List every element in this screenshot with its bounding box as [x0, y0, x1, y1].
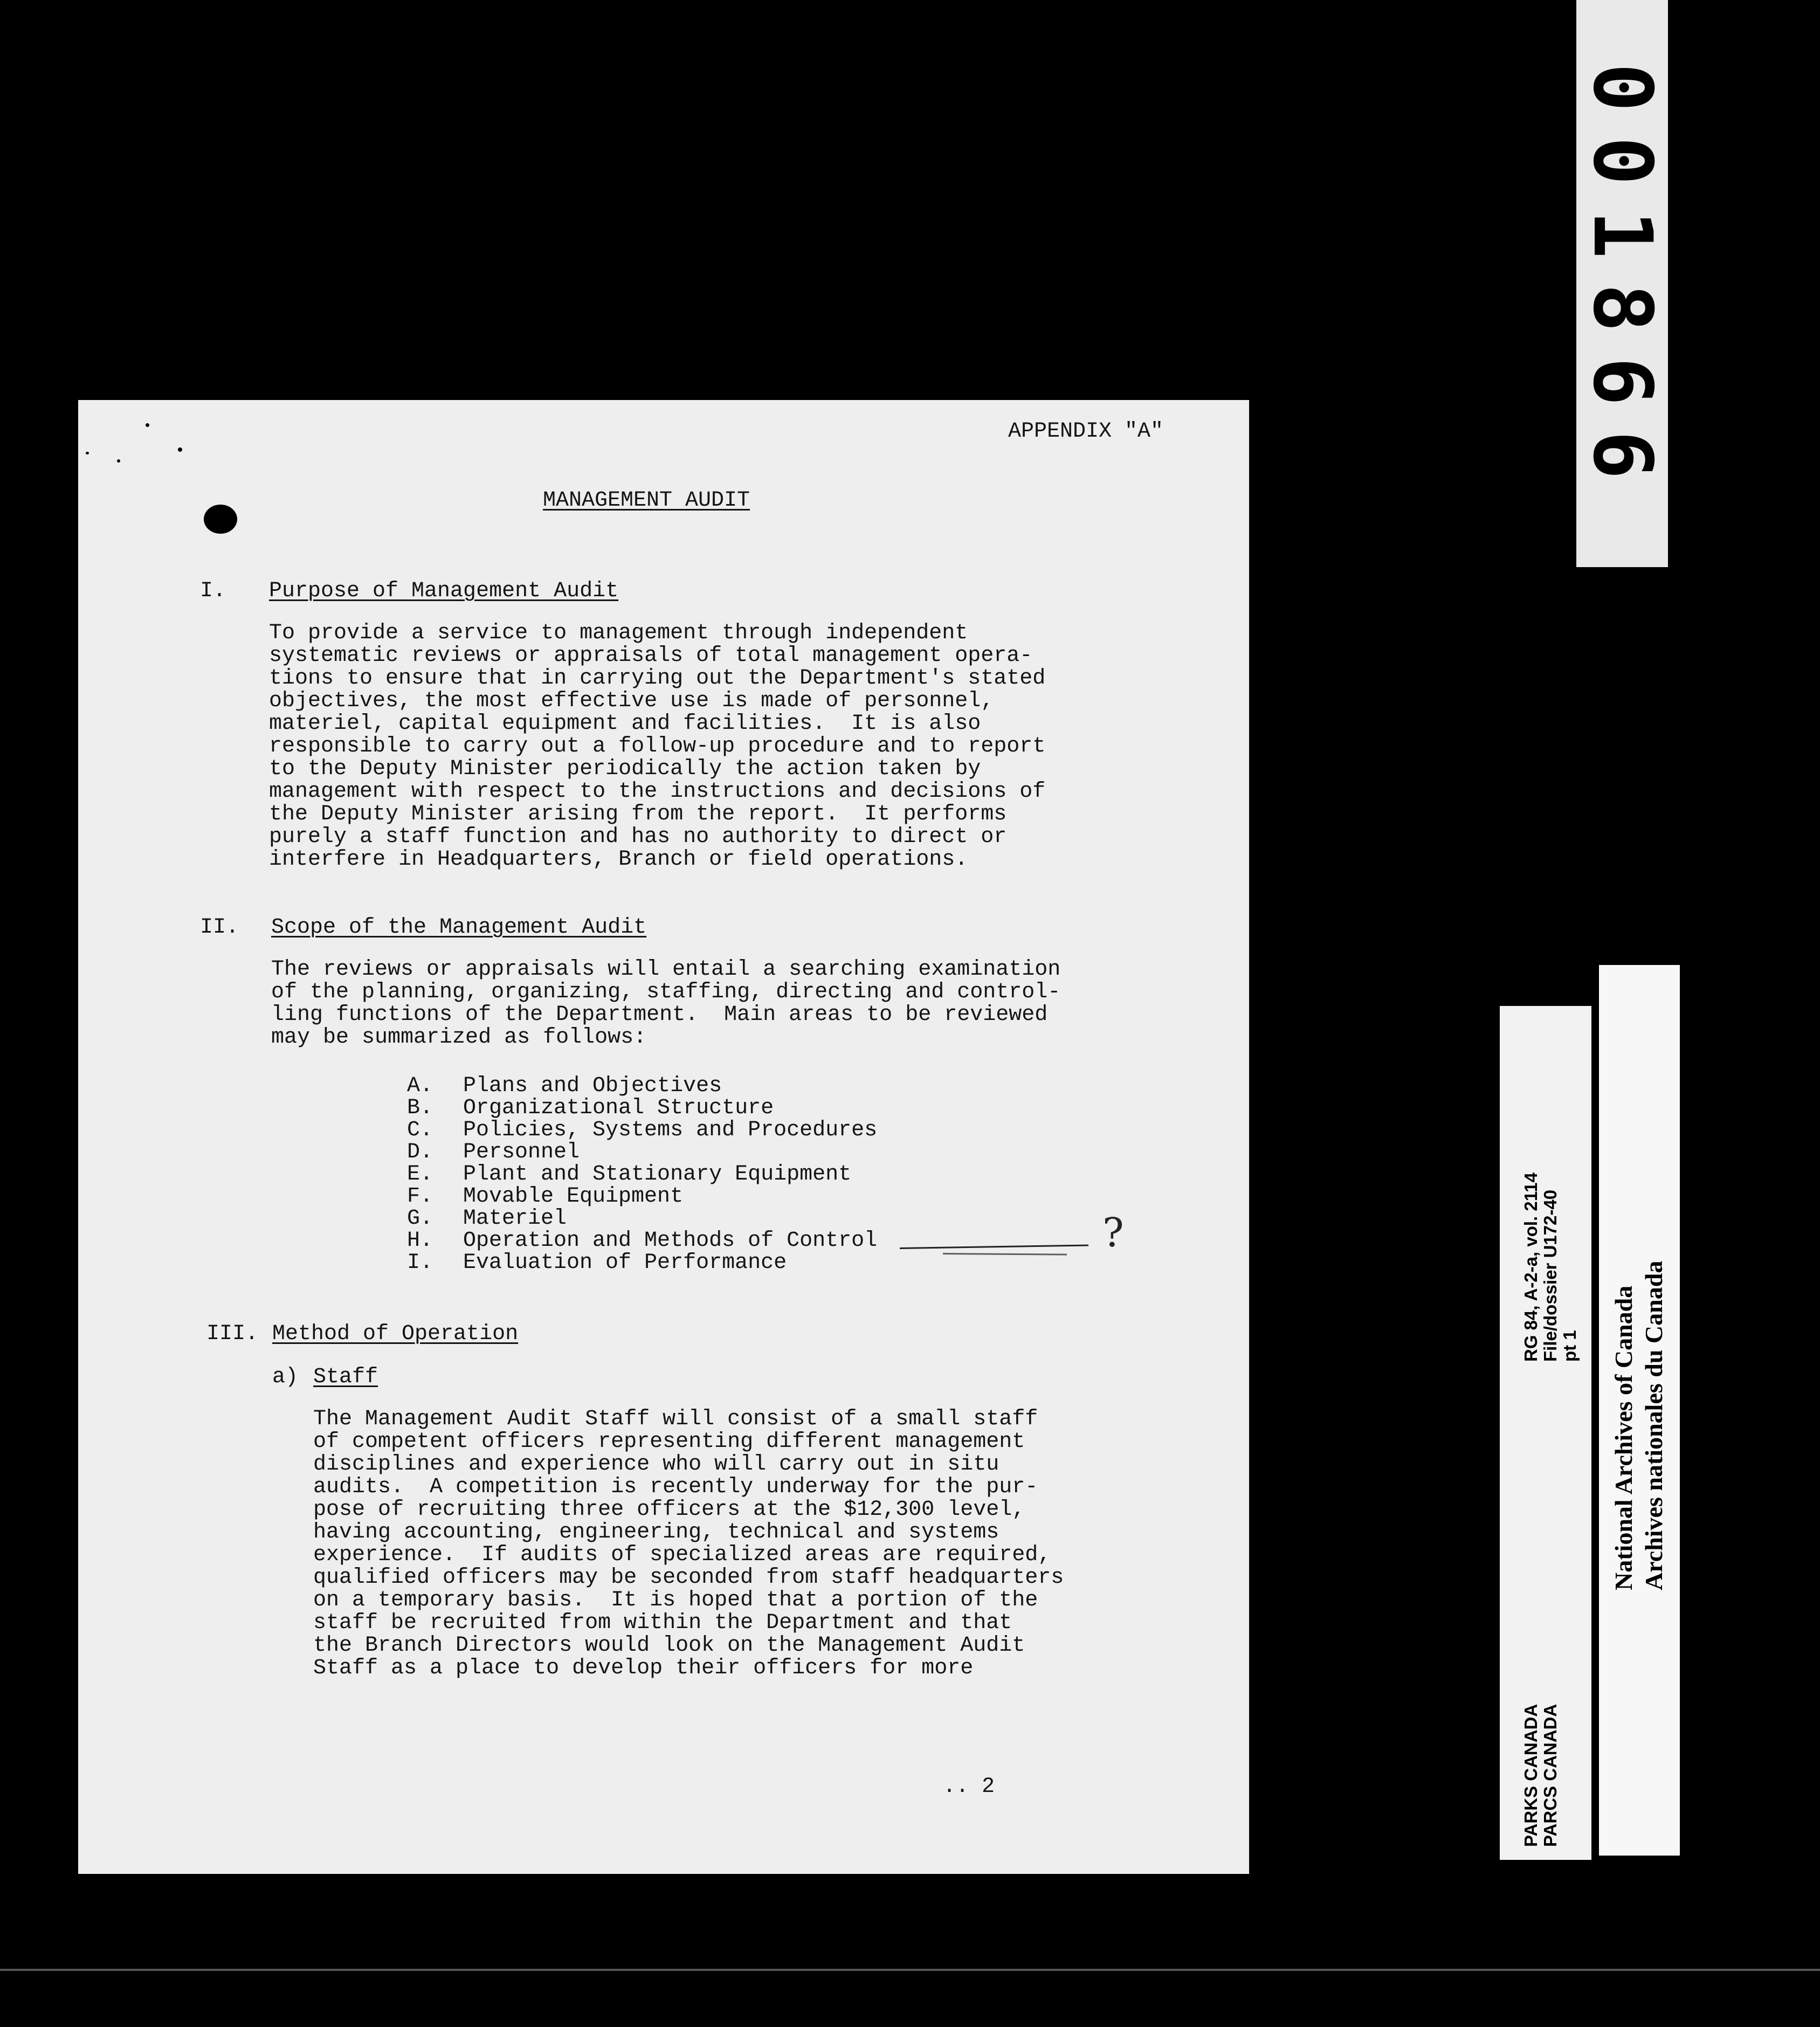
list-letter: H. [407, 1229, 433, 1253]
list-letter: G. [407, 1206, 433, 1231]
ink-speck [117, 459, 120, 463]
list-text: Materiel [463, 1206, 567, 1231]
section-3-paragraph [313, 1408, 1064, 1680]
text-line: of competent officers representing different management [313, 1430, 1025, 1454]
pencil-line [900, 1245, 1088, 1249]
list-text: Plant and Stationary Equipment [463, 1162, 852, 1187]
list-letter: D. [407, 1140, 433, 1164]
list-item [407, 1230, 877, 1252]
list-letter: B. [407, 1096, 433, 1120]
list-letter: A. [407, 1074, 433, 1098]
section-1-heading: Purpose of Management Audit [269, 579, 619, 603]
list-item [407, 1252, 877, 1274]
review-areas-list [407, 1075, 877, 1274]
text-line: disciplines and experience who will carry out in situ [313, 1452, 999, 1477]
list-item [407, 1141, 877, 1163]
text-line: materiel, capital equipment and facilities. It is also [269, 712, 981, 736]
text-line: pose of recruiting three officers at the $12,300 level, [313, 1498, 1025, 1522]
text-line: objectives, the most effective use is made of personnel, [269, 689, 994, 713]
text-line: may be summarized as follows: [271, 1025, 647, 1050]
list-item [407, 1208, 877, 1230]
text-line: on a temporary basis. It is hoped that a portion of the [313, 1588, 1038, 1612]
ink-speck [146, 423, 149, 427]
frame-number: 001866 [1575, 63, 1669, 504]
reference-line: RG 84, A-2-a, vol. 2114 [1521, 1173, 1541, 1362]
text-line: tions to ensure that in carrying out the Department's stated [269, 666, 1046, 691]
list-text: Personnel [463, 1140, 580, 1164]
text-line: having accounting, engineering, technical and systems [313, 1520, 999, 1545]
section-3-heading: Method of Operation [272, 1322, 519, 1346]
frame-number-strip [1576, 0, 1668, 567]
text-line: responsible to carry out a follow-up procedure and to report [269, 734, 1046, 759]
typed-document-page [78, 400, 1249, 1874]
text-line: ling functions of the Department. Main areas to be reviewed [271, 1003, 1048, 1027]
agency-name: PARKS CANADA [1521, 1704, 1541, 1847]
section-2-paragraph [271, 959, 1060, 1049]
agency-name: PARCS CANADA [1540, 1704, 1560, 1847]
subsection-label: a) [272, 1365, 299, 1389]
text-line: staff be recruited from within the Department and that [313, 1611, 1012, 1635]
text-line: the Branch Directors would look on the Management Audit [313, 1633, 1025, 1658]
page-continuation: .. 2 [943, 1775, 995, 1799]
pencil-line [943, 1253, 1067, 1256]
list-item [407, 1163, 877, 1185]
text-line: to the Deputy Minister periodically the action taken by [269, 757, 981, 781]
list-text: Policies, Systems and Procedures [463, 1118, 878, 1142]
list-text: Operation and Methods of Control [463, 1229, 878, 1253]
section-3-number: III. [206, 1322, 259, 1346]
text-line: The reviews or appraisals will entail a searching examination [271, 957, 1061, 982]
text-line: Staff as a place to develop their officers for more [313, 1656, 974, 1680]
document-title: MANAGEMENT AUDIT [543, 488, 750, 513]
text-line: systematic reviews or appraisals of total management opera- [269, 644, 1033, 668]
appendix-label: APPENDIX "A" [1008, 419, 1164, 444]
list-text: Plans and Objectives [463, 1074, 722, 1098]
section-1-paragraph [269, 622, 1045, 871]
list-letter: F. [407, 1184, 433, 1209]
ink-blot [204, 505, 237, 534]
archives-name: National Archives of Canada [1610, 1285, 1637, 1590]
list-text: Movable Equipment [463, 1184, 684, 1209]
reference-label [1500, 1006, 1591, 1860]
list-item [407, 1119, 877, 1141]
section-1-number: I. [200, 579, 226, 603]
list-text: Organizational Structure [463, 1096, 774, 1120]
ink-speck [178, 447, 182, 452]
list-item [407, 1075, 877, 1097]
text-line: management with respect to the instructions and decisions of [269, 780, 1046, 804]
text-line: To provide a service to management through independent [269, 621, 968, 645]
text-line: interfere in Headquarters, Branch or field operations. [269, 847, 968, 872]
text-line: of the planning, organizing, staffing, directing and control- [271, 980, 1061, 1004]
margin-question-mark: ? [1102, 1210, 1124, 1256]
text-line: audits. A competition is recently underway for the pur- [313, 1475, 1038, 1499]
list-item [407, 1097, 877, 1119]
film-edge-line [0, 1969, 1820, 1971]
archives-label [1599, 965, 1680, 1856]
list-letter: C. [407, 1118, 433, 1142]
text-line: The Management Audit Staff will consist of a small staff [313, 1407, 1038, 1431]
section-2-number: II. [200, 915, 239, 940]
text-line: purely a staff function and has no authority to direct or [269, 825, 1007, 849]
list-item [407, 1185, 877, 1208]
list-letter: I. [407, 1251, 433, 1275]
text-line: qualified officers may be seconded from staff headquarters [313, 1566, 1064, 1590]
text-line: the Deputy Minister arising from the report. It performs [269, 802, 1007, 826]
list-letter: E. [407, 1162, 433, 1187]
text-line: experience. If audits of specialized areas are required, [313, 1543, 1051, 1567]
reference-line: pt 1 [1560, 1330, 1580, 1362]
reference-line: File/dossier U172-40 [1540, 1189, 1560, 1362]
subsection-heading: Staff [313, 1365, 378, 1389]
ink-speck [86, 452, 89, 454]
list-text: Evaluation of Performance [463, 1251, 787, 1275]
archives-name: Archives nationales du Canada [1640, 1260, 1667, 1590]
section-2-heading: Scope of the Management Audit [271, 915, 647, 940]
